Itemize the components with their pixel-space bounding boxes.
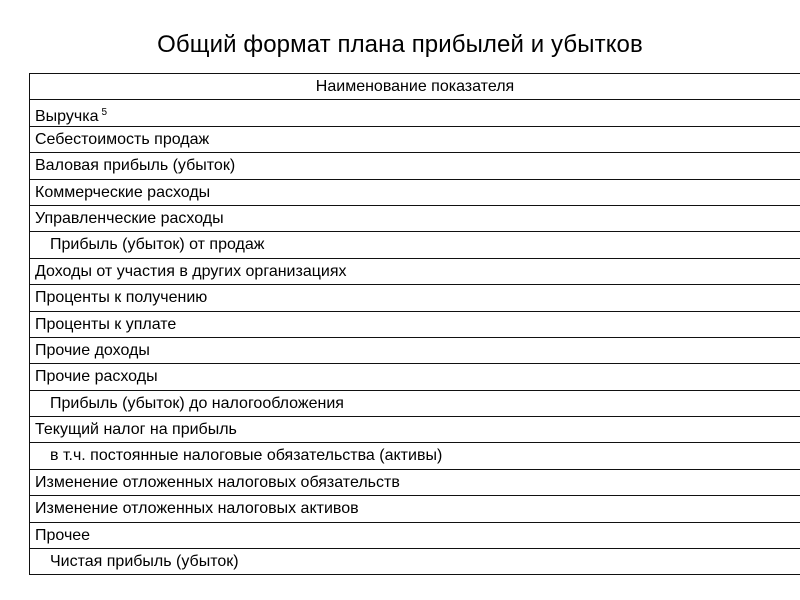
- table-row: [30, 364, 800, 390]
- row-label: Проценты к получению: [35, 289, 208, 307]
- table-row: [30, 100, 800, 126]
- table-row: [30, 127, 800, 153]
- row-label: Себестоимость продаж: [35, 130, 210, 148]
- table-body: [30, 100, 800, 575]
- row-label: Коммерческие расходы: [35, 183, 211, 201]
- table-row: [30, 153, 800, 179]
- row-label: Прочие доходы: [35, 341, 150, 359]
- row-label: Изменение отложенных налоговых обязательств: [35, 473, 400, 491]
- row-label: Изменение отложенных налоговых активов: [35, 500, 359, 518]
- table-row: [30, 443, 800, 469]
- row-label: Прочее: [35, 526, 91, 544]
- row-label: Прибыль (убыток) от продаж: [50, 236, 265, 254]
- table-row: [30, 285, 800, 311]
- table-row: [30, 391, 800, 417]
- row-label: в т.ч. постоянные налоговые обязательства (активы): [50, 447, 443, 465]
- row-label: Проценты к уплате: [35, 315, 177, 333]
- row-label: Текущий налог на прибыль: [35, 421, 237, 439]
- row-label: Чистая прибыль (убыток): [50, 553, 239, 571]
- footnote-marker: 5: [101, 107, 108, 119]
- table-row: [30, 338, 800, 364]
- row-label: Выручка: [35, 108, 99, 126]
- table-row: [30, 312, 800, 338]
- table-row: [30, 259, 800, 285]
- row-label: Валовая прибыль (убыток): [35, 157, 236, 175]
- row-label: Управленческие расходы: [35, 209, 224, 227]
- slide-title: Общий формат плана прибылей и убытков: [157, 31, 643, 58]
- table-row: [30, 206, 800, 232]
- table-row: [30, 232, 800, 258]
- row-label: Прочие расходы: [35, 368, 158, 386]
- table-row: [30, 470, 800, 496]
- table-row: [30, 496, 800, 522]
- table-row: [30, 523, 800, 549]
- row-label: Прибыль (убыток) до налогообложения: [50, 394, 344, 412]
- indicator-table: [29, 73, 800, 575]
- table-header: Наименование показателя: [30, 74, 800, 100]
- table-row: [30, 549, 800, 575]
- row-label: Доходы от участия в других организациях: [35, 262, 347, 280]
- table-row: [30, 417, 800, 443]
- table-row: [30, 180, 800, 206]
